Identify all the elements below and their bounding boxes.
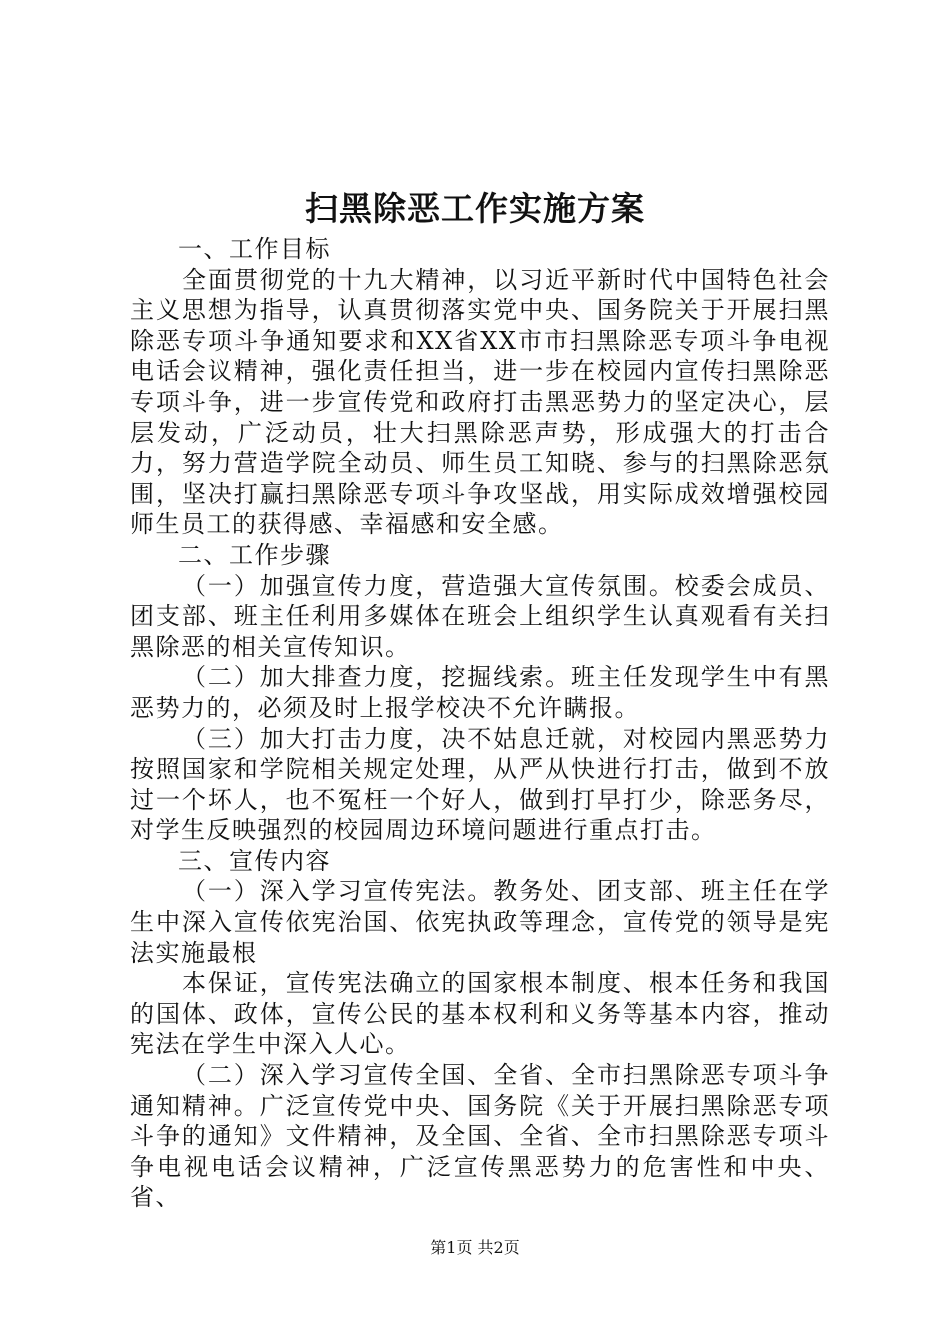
- section-heading-goals: 一、工作目标: [178, 235, 331, 263]
- paragraph-content-1: （一）深入学习宣传宪法。教务处、团支部、班主任在学生中深入宣传依宪治国、依宪执政等理念，宣传党的领导是宪法实施最根: [130, 877, 830, 967]
- section-heading-content: 三、宣传内容: [178, 846, 331, 875]
- paragraph-step-2: （二）加大排查力度，挖掘线索。班主任发现学生中有黑恶势力的，必须及时上报学校决不允许瞒报。: [130, 663, 830, 722]
- document-title: 扫黑除恶工作实施方案: [305, 189, 645, 228]
- document-body: [130, 234, 830, 1213]
- paragraph-content-1-cont: 本保证，宣传宪法确立的国家根本制度、根本任务和我国的国体、政体，宣传公民的基本权利和义务等基本内容，推动宪法在学生中深入人心。: [130, 969, 830, 1059]
- paragraph-step-3: （三）加大打击力度，决不姑息迁就，对校园内黑恶势力按照国家和学院相关规定处理，从严从快进行打击，做到不放过一个坏人，也不冤枉一个好人，做到打早打少，除恶务尽，对学生反映强烈的校园周边环境问题进行重点打击。: [130, 724, 830, 845]
- section-heading-steps: 二、工作步骤: [178, 540, 331, 569]
- paragraph-content-2: （二）深入学习宣传全国、全省、全市扫黑除恶专项斗争通知精神。广泛宣传党中央、国务院《关于开展扫黑除恶专项斗争的通知》文件精神，及全国、全省、全市扫黑除恶专项斗争电视电话会议精神，广泛宣传黑恶势力的危害性和中央、省、: [130, 1061, 830, 1212]
- page-number-footer: 第1页 共2页: [430, 1238, 520, 1257]
- paragraph-goals: 全面贯彻党的十九大精神，以习近平新时代中国特色社会主义思想为指导，认真贯彻落实党中央、国务院关于开展扫黑除恶专项斗争通知要求和XX省XX市市扫黑除恶专项斗争电视电话会议精神，强化责任担当，进一步在校园内宣传扫黑除恶专项斗争，进一步宣传党和政府打击黑恶势力的坚定决心，层层发动，广泛动员，壮大扫黑除恶声势，形成强大的打击合力，努力营造学院全动员、师生员工知晓、参与的扫黑除恶氛围，坚决打赢扫黑除恶专项斗争攻坚战，用实际成效增强校园师生员工的获得感、幸福感和安全感。: [130, 265, 830, 539]
- paragraph-step-1: （一）加强宣传力度，营造强大宣传氛围。校委会成员、团支部、班主任利用多媒体在班会上组织学生认真观看有关扫黑除恶的相关宣传知识。: [130, 571, 830, 661]
